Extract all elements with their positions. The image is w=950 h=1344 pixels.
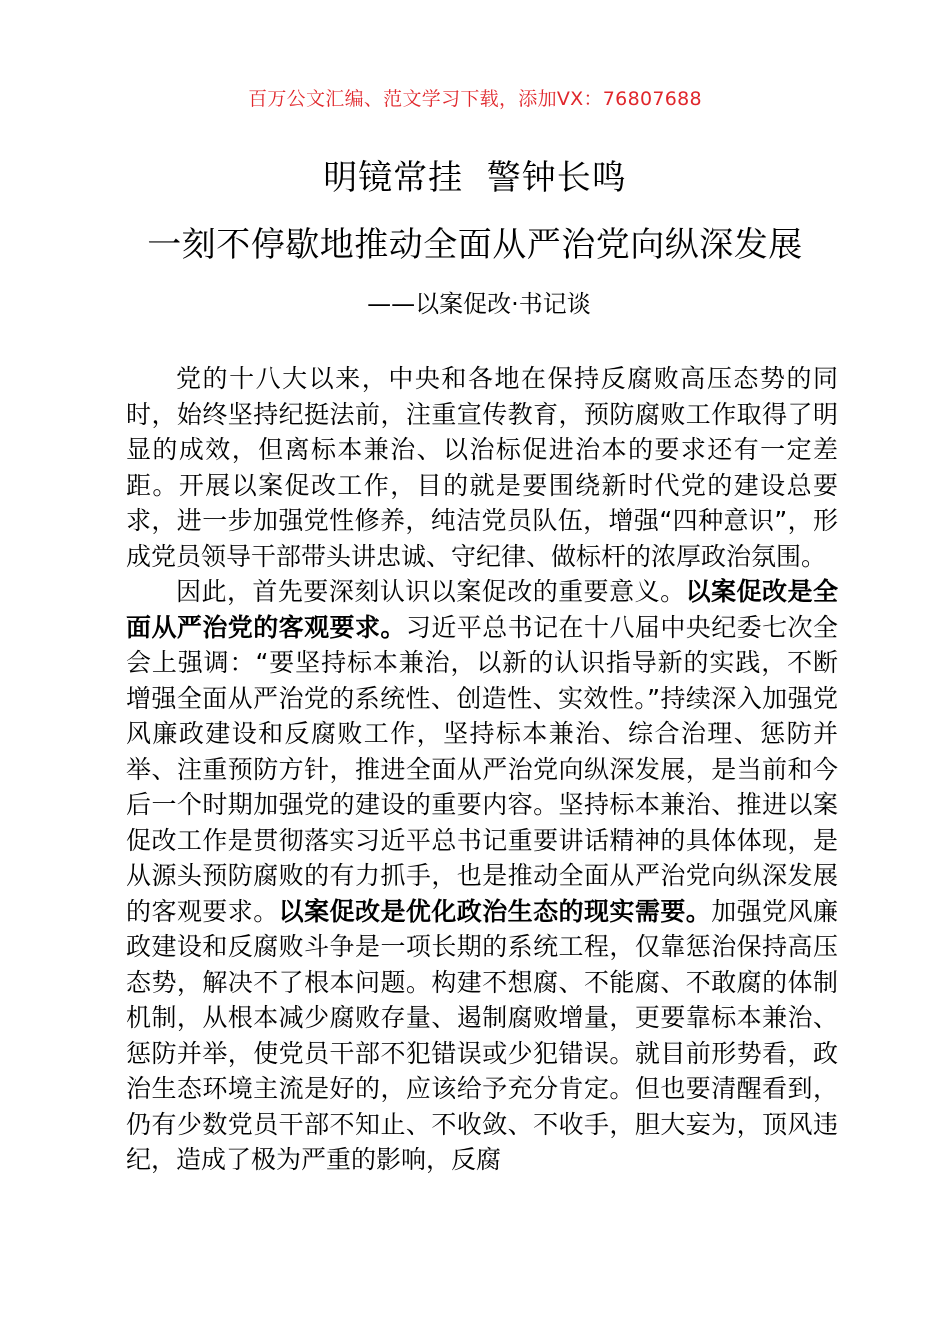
article-body	[126, 361, 838, 1178]
paragraph-2-bold-heading-2: 以案促改是优化政治生态的现实需要。	[278, 896, 712, 926]
paragraph-2	[126, 574, 838, 1178]
paragraph-2-text-2: 加强党风廉政建设和反腐败斗争是一项长期的系统工程，仅靠惩治保持高压态势，解决不了根本问题。构建不想腐、不能腐、不敢腐的体制机制，从根本减少腐败存量、遏制腐败增量，更要靠标本兼治、惩防并举，使党员干部不犯错误或少犯错误。就目前形势看，政治生态环境主流是好的，应该给予充分肯定。但也要清醒看到，仍有少数党员干部不知止、不收敛、不收手，胆大妄为，顶风违纪，造成了极为严重的影响，反腐	[126, 896, 838, 1174]
document-title-line-1: 明镜常挂 警钟长鸣	[323, 158, 627, 198]
document-subtitle: ——以案促改·书记谈	[367, 290, 591, 318]
paragraph-2-text-1: 习近平总书记在十八届中央纪委七次全会上强调：“要坚持标本兼治，以新的认识指导新的实践，不断增强全面从严治党的系统性、创造性、实效性。”持续深入加强党风廉政建设和反腐败工作，坚持标本兼治、综合治理、惩防并举、注重预防方针，推进全面从严治党向纵深发展，是当前和今后一个时期加强党的建设的重要内容。坚持标本兼治、推进以案促改工作是贯彻落实习近平总书记重要讲话精神的具体体现，是从源头预防腐败的有力抓手，也是推动全面从严治党向纵深发展的客观要求。	[126, 612, 838, 926]
paragraph-2-bold-heading-1: 以案促改是全面从严治党的客观要求。	[126, 577, 838, 642]
paragraph-2-intro: 因此，首先要深刻认识以案促改的重要意义。	[176, 577, 686, 606]
download-banner: 百万公文汇编、范文学习下载，添加VX：76807688	[248, 88, 702, 110]
document-title-line-2: 一刻不停歇地推动全面从严治党向纵深发展	[147, 225, 803, 265]
paragraph-1: 党的十八大以来，中央和各地在保持反腐败高压态势的同时，始终坚持纪挺法前，注重宣传教育，预防腐败工作取得了明显的成效，但离标本兼治、以治标促进治本的要求还有一定差距。开展以案促改工作，目的就是要围绕新时代党的建设总要求，进一步加强党性修养，纯洁党员队伍，增强“四种意识”，形成党员领导干部带头讲忠诚、守纪律、做标杆的浓厚政治氛围。	[126, 364, 838, 571]
